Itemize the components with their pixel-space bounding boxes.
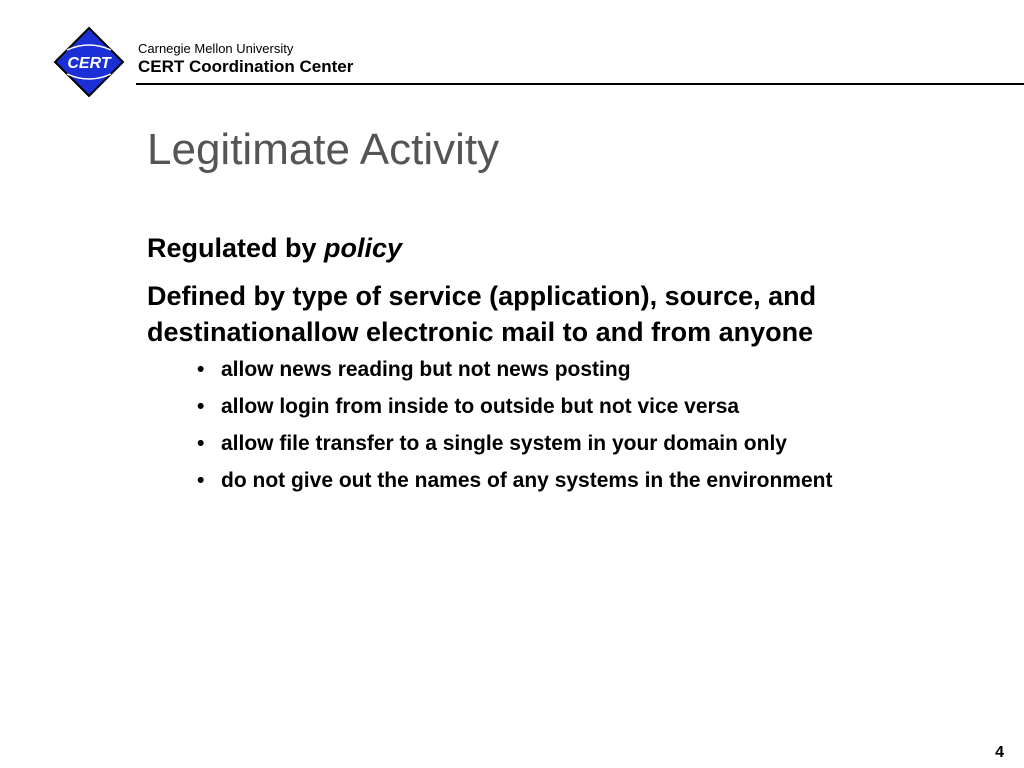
paragraph-regulated — [147, 230, 927, 266]
bullet-icon: • — [197, 358, 205, 381]
list-item — [197, 393, 877, 421]
slide-title: Legitimate Activity — [147, 125, 500, 174]
policy-emphasis: policy — [324, 233, 403, 263]
bullet-text: do not give out the names of any systems in the environment — [221, 469, 833, 492]
bullet-text: allow file transfer to a single system in your domain only — [221, 432, 787, 455]
paragraph-defined: Defined by type of service (application), source, and destinationallow electronic mail to and from anyone — [147, 281, 817, 347]
bullet-text: allow login from inside to outside but not vice versa — [221, 395, 740, 418]
bullet-text: allow news reading but not news posting — [221, 358, 631, 381]
cert-logo — [53, 26, 125, 98]
bullet-icon: • — [197, 395, 205, 418]
list-item — [197, 356, 877, 384]
page-number: 4 — [995, 744, 1004, 761]
bullet-icon: • — [197, 469, 205, 492]
header-divider — [136, 83, 1024, 85]
university-name: Carnegie Mellon University — [138, 41, 294, 56]
list-item — [197, 430, 877, 458]
list-item — [197, 467, 877, 495]
organization-block — [138, 41, 353, 77]
bullet-list — [147, 356, 877, 495]
bullet-icon: • — [197, 432, 205, 455]
center-name: CERT Coordination Center — [138, 57, 354, 76]
logo-text: CERT — [67, 55, 111, 72]
regulated-prefix: Regulated by — [147, 233, 325, 263]
slide-content — [147, 230, 927, 504]
